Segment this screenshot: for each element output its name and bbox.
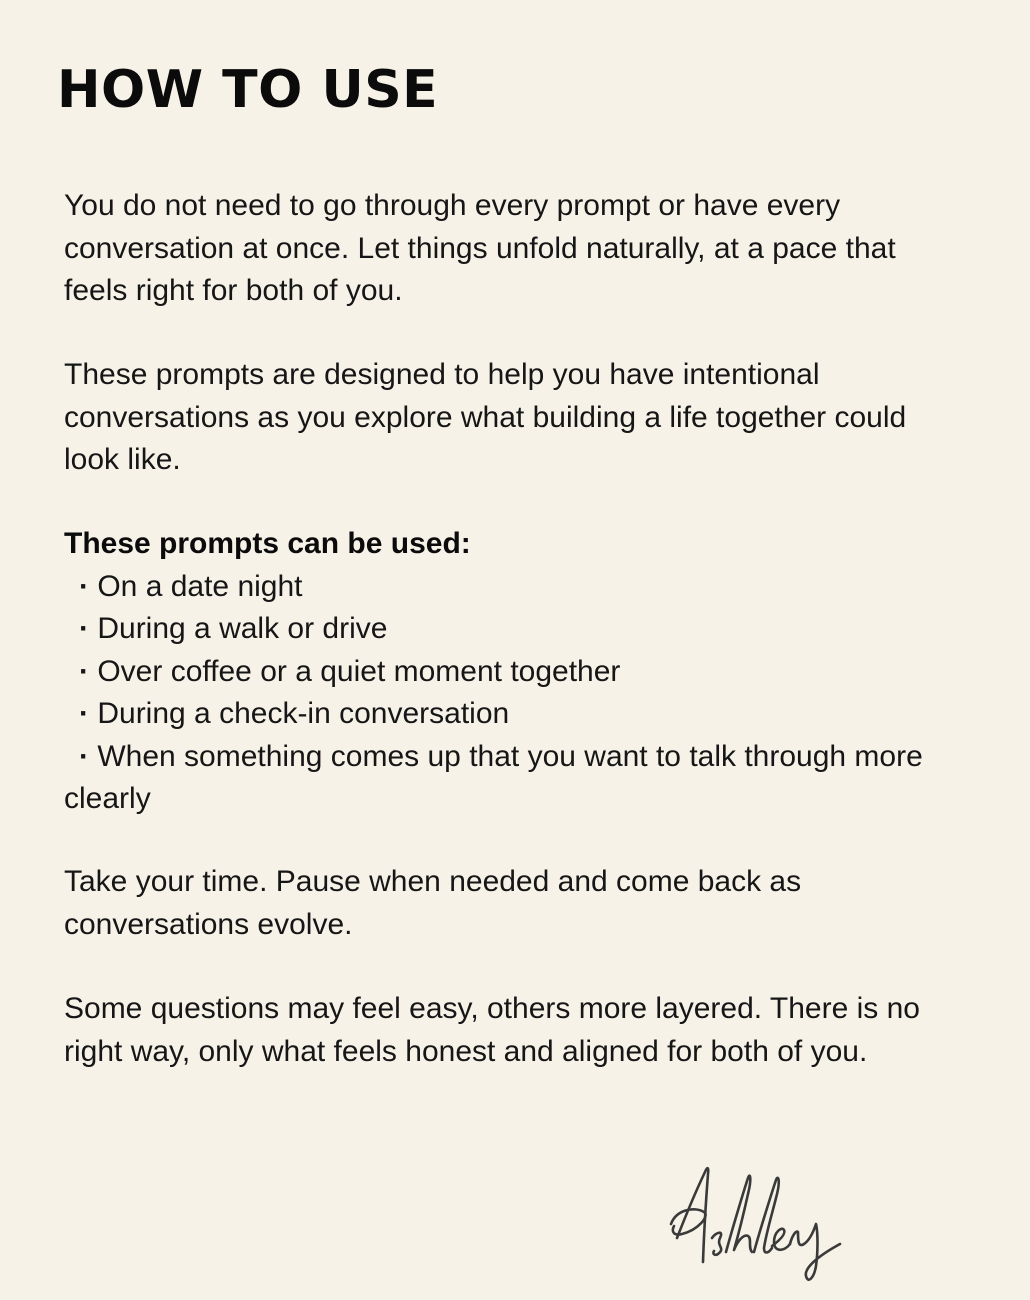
page-title: HOW TO USE — [57, 60, 439, 120]
purpose-paragraph: These prompts are designed to help you have intentional conversations as you explore what building a life together could look like. — [64, 358, 907, 476]
bullet-icon: · — [79, 654, 89, 688]
list-item-text: When something comes up that you want to talk through more clearly — [64, 739, 923, 815]
closing-paragraph: Some questions may feel easy, others more layered. There is no right way, only what feels honest and aligned for both of you. — [64, 992, 920, 1068]
list-item-text: During a walk or drive — [97, 612, 388, 645]
list-item — [64, 608, 964, 651]
bullet-icon: · — [79, 697, 89, 730]
bullet-icon: · — [79, 612, 89, 645]
list-item — [64, 651, 964, 694]
list-item-text: On a date night — [97, 569, 303, 603]
signature-ashley — [668, 1160, 848, 1285]
usage-list-heading: These prompts can be used: — [64, 527, 471, 560]
list-item — [64, 693, 964, 736]
bullet-icon: · — [79, 569, 89, 603]
usage-list-section — [64, 523, 964, 821]
pacing-paragraph: Take your time. Pause when needed and come back as conversations evolve. — [64, 865, 802, 941]
list-item-text: Over coffee or a quiet moment together — [97, 654, 621, 688]
list-item-text: During a check-in conversation — [97, 697, 510, 730]
bullet-icon: · — [79, 739, 89, 773]
list-item — [64, 736, 964, 821]
usage-list — [64, 566, 964, 821]
intro-paragraph: You do not need to go through every prompt or have every conversation at once. Let things unfold naturally, at a pace that feels right for both of you. — [64, 189, 896, 307]
list-item — [64, 566, 964, 609]
